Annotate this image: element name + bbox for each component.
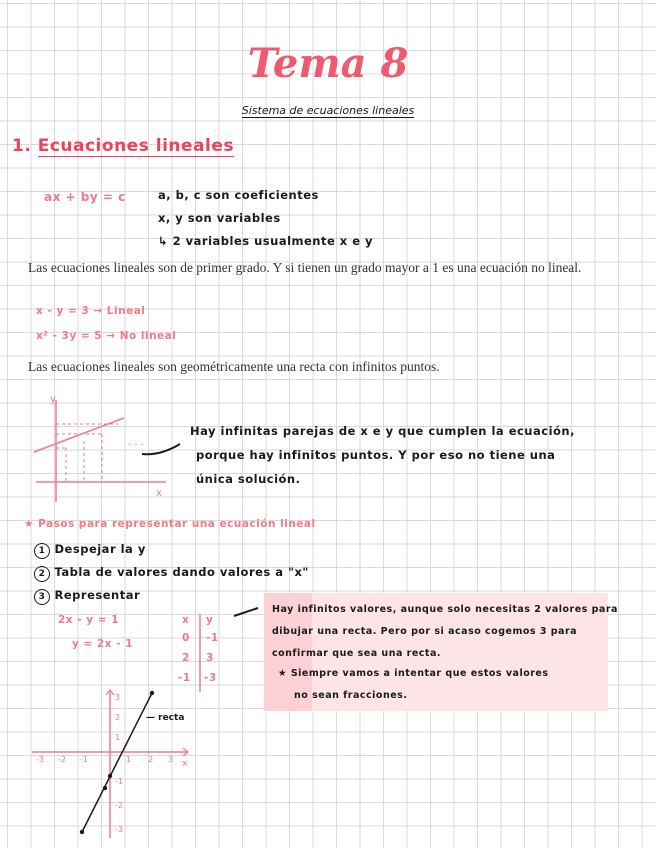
paragraph-degree: Las ecuaciones lineales son de primer grado. Y si tienen un grado mayor a 1 es una ecuación no lineal. [28,260,582,275]
sketch-dots: · · · [128,440,144,451]
steps-heading: ★ Pasos para representar una ecuación lineal [24,518,316,530]
sketch-line [34,418,124,452]
step-number: 2 [34,566,50,582]
example-nonlinear: x² - 3y = 5 → No lineal [36,330,177,342]
table-header-y: y [206,614,214,626]
sketch-y-label: y [50,394,56,405]
paragraph-geometry: Las ecuaciones lineales son geométricamente una recta con infinitos puntos. [28,359,440,374]
y-tick-label: 1 [115,733,121,742]
y-tick-label: 2 [115,713,121,722]
connector-dash [232,604,262,620]
subtitle-text: Sistema de ecuaciones lineales [241,104,415,117]
step-number: 3 [34,589,50,605]
table-cell: 0 [182,632,190,644]
two-variables-note: ↳ 2 variables usualmente x e y [158,234,374,248]
y-tick-label: -1 [115,777,123,786]
infinite-note-line2: porque hay infinitos puntos. Y por eso no tiene una [196,448,556,462]
point [108,774,112,778]
y-tick-label: -2 [115,801,123,810]
section-label: Ecuaciones lineales [37,136,234,156]
table-cell: -1 [206,632,219,644]
section-number: 1. [12,136,32,156]
x-tick-label: -3 [36,755,44,764]
solve-line1: 2x - y = 1 [58,614,120,626]
y-tick-label: -3 [115,825,123,834]
point [103,786,107,790]
x-tick-label: 3 [168,755,174,764]
note-line3: confirmar que sea una recta. [272,648,441,659]
x-tick-label: 1 [126,755,132,764]
page-title: Tema 8 [247,40,409,87]
note-line2: dibujar una recta. Pero por si acaso cogemos 3 para [272,626,578,637]
table-cell: 2 [182,652,190,664]
connector-tick [140,440,186,460]
point [80,830,84,834]
page-subtitle [0,104,656,117]
table-header-x: x [182,614,190,626]
y-tick-label: 3 [115,693,121,702]
note-line4: ★ Siempre vamos a intentar que estos valores [278,668,549,679]
step-3 [34,588,140,605]
recta-label: — recta [146,713,185,723]
step-text: Representar [54,588,141,602]
note-line5: no sean fracciones. [294,690,408,701]
sketch-x-label: x [156,488,162,499]
x-axis-label: x [182,759,188,769]
step-text: Tabla de valores dando valores a "x" [54,565,309,579]
variables-note: x, y son variables [158,211,281,225]
x-tick-label: -2 [58,755,66,764]
step-number: 1 [34,543,50,559]
general-equation: ax + by = c [44,190,126,204]
x-tick-label: 2 [148,755,154,764]
step-2 [34,565,309,582]
table-cell: -3 [204,672,217,684]
table-cell: -1 [178,672,191,684]
step-text: Despejar la y [54,542,146,556]
solve-line2: y = 2x - 1 [72,638,134,650]
coefficients-note: a, b, c son coeficientes [158,188,319,202]
note-line1: Hay infinitos valores, aunque solo necesitas 2 valores para [272,604,618,615]
infinite-note-line3: única solución. [196,472,301,486]
table-cell: 3 [206,652,214,664]
example-linear: x - y = 3 → Lineal [36,305,146,317]
section-heading [12,136,234,156]
line-graph [28,686,198,841]
infinite-note-line1: Hay infinitas parejas de x e y que cumplen la ecuación, [190,424,575,438]
point [150,691,154,695]
x-tick-label: -1 [80,755,88,764]
step-1 [34,542,146,559]
